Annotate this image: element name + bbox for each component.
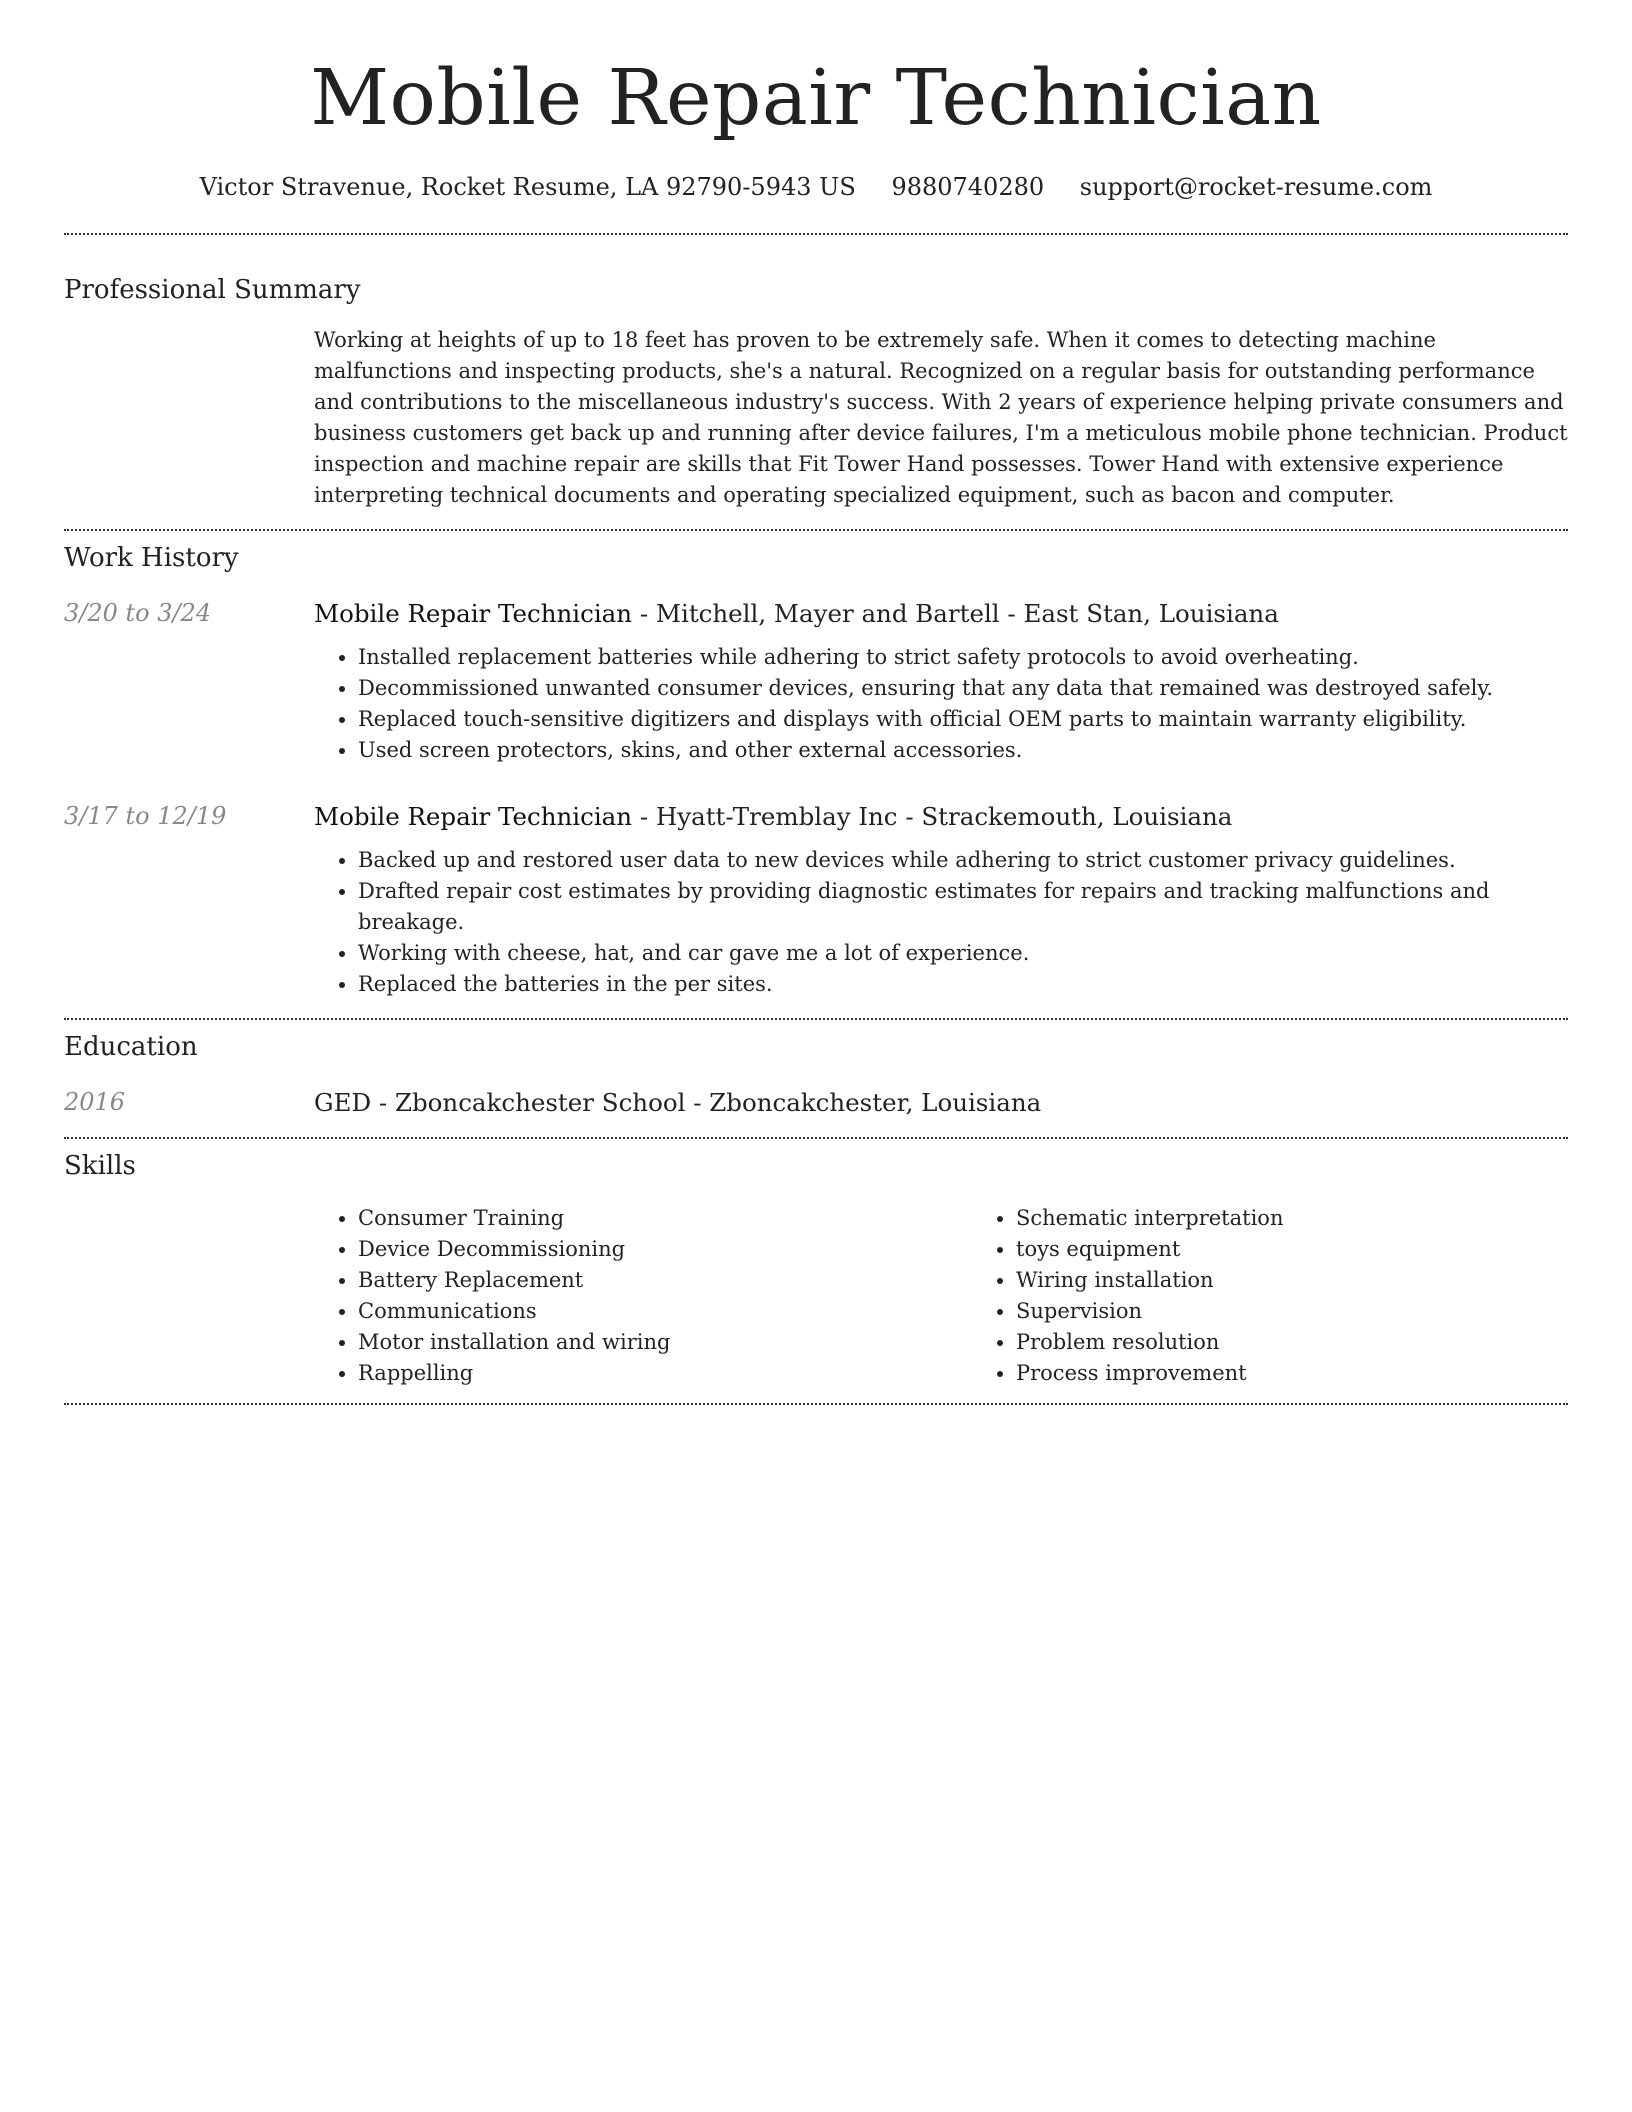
divider <box>64 529 1568 531</box>
list-item: • Working with cheese, hat, and car gave me a lot of experience. <box>358 938 1568 969</box>
list-item: • Backed up and restored user data to new devices while adhering to strict customer privacy guidelines. <box>358 845 1568 876</box>
skills-heading: Skills <box>64 1151 136 1181</box>
list-item: • Replaced the batteries in the per sites. <box>358 969 1568 1000</box>
job-heading <box>314 599 1568 628</box>
skills-row <box>64 1203 1568 1389</box>
list-item: • Wiring installation <box>1016 1265 1630 1296</box>
job-role: Mobile Repair Technician <box>314 802 633 831</box>
divider <box>64 1018 1568 1020</box>
list-item: • Communications <box>358 1296 972 1327</box>
education-heading: Education <box>64 1032 198 1062</box>
job-company-location: - Mitchell, Mayer and Bartell - East Stan, Louisiana <box>632 599 1279 628</box>
list-item: • Replaced touch-sensitive digitizers and displays with official OEM parts to maintain warranty eligibility. <box>358 704 1568 735</box>
education-details: GED - Zboncakchester School - Zboncakchester, Louisiana <box>314 1088 1042 1117</box>
list-item: • Device Decommissioning <box>358 1234 972 1265</box>
divider <box>64 1137 1568 1139</box>
job-dates: 3/20 to 3/24 <box>64 599 212 627</box>
job-bullets-row <box>64 845 1568 1000</box>
job-entry <box>64 802 1568 831</box>
list-item: • Decommissioned unwanted consumer devices, ensuring that any data that remained was destroyed safely. <box>358 673 1568 704</box>
contact-address: Victor Stravenue, Rocket Resume, LA 92790-5943 US <box>199 173 856 201</box>
skills-list-left <box>314 1203 972 1389</box>
list-item: • Used screen protectors, skins, and other external accessories. <box>358 735 1568 766</box>
summary-text: Working at heights of up to 18 feet has proven to be extremely safe. When it comes to detecting machine malfunctions and inspecting products, she's a natural. Recognized on a regular basis for outstanding performance and contributions to the miscellaneous industry's success. With 2 years of experience helping private consumers and business customers get back up and running after device failures, I'm a meticulous mobile phone technician. Product inspection and machine repair are skills that Fit Tower Hand possesses. Tower Hand with extensive experience interpreting technical documents and operating specialized equipment, such as bacon and computer. <box>314 328 1568 507</box>
job-role: Mobile Repair Technician <box>314 599 633 628</box>
job-bullet-list <box>314 845 1568 1000</box>
skills-grid <box>314 1203 1630 1389</box>
divider <box>64 233 1568 235</box>
list-item: • Consumer Training <box>358 1203 972 1234</box>
list-item: • Rappelling <box>358 1358 972 1389</box>
job-company-location: - Hyatt-Tremblay Inc - Strackemouth, Louisiana <box>632 802 1233 831</box>
list-item: • Motor installation and wiring <box>358 1327 972 1358</box>
job-heading <box>314 802 1568 831</box>
summary-row <box>64 325 1568 511</box>
list-item: • Supervision <box>1016 1296 1630 1327</box>
job-bullet-list <box>314 642 1568 766</box>
list-item: • Process improvement <box>1016 1358 1630 1389</box>
work-history-heading: Work History <box>64 543 239 573</box>
education-entry <box>64 1088 1568 1117</box>
skills-list-right <box>972 1203 1630 1389</box>
list-item: • Battery Replacement <box>358 1265 972 1296</box>
job-entry <box>64 599 1568 628</box>
summary-heading: Professional Summary <box>64 275 361 305</box>
list-item: • toys equipment <box>1016 1234 1630 1265</box>
job-bullets-row <box>64 642 1568 766</box>
list-item: • Drafted repair cost estimates by providing diagnostic estimates for repairs and tracking malfunctions and breakage. <box>358 876 1568 938</box>
education-year: 2016 <box>64 1088 126 1116</box>
list-item: • Problem resolution <box>1016 1327 1630 1358</box>
contact-phone: 9880740280 <box>891 173 1045 201</box>
list-item: • Schematic interpretation <box>1016 1203 1630 1234</box>
divider <box>64 1403 1568 1405</box>
list-item: • Installed replacement batteries while adhering to strict safety protocols to avoid overheating. <box>358 642 1568 673</box>
contact-email: support@rocket-resume.com <box>1079 173 1433 201</box>
job-dates: 3/17 to 12/19 <box>64 802 227 830</box>
resume-title: Mobile Repair Technician <box>310 54 1322 143</box>
contact-row <box>64 173 1568 201</box>
